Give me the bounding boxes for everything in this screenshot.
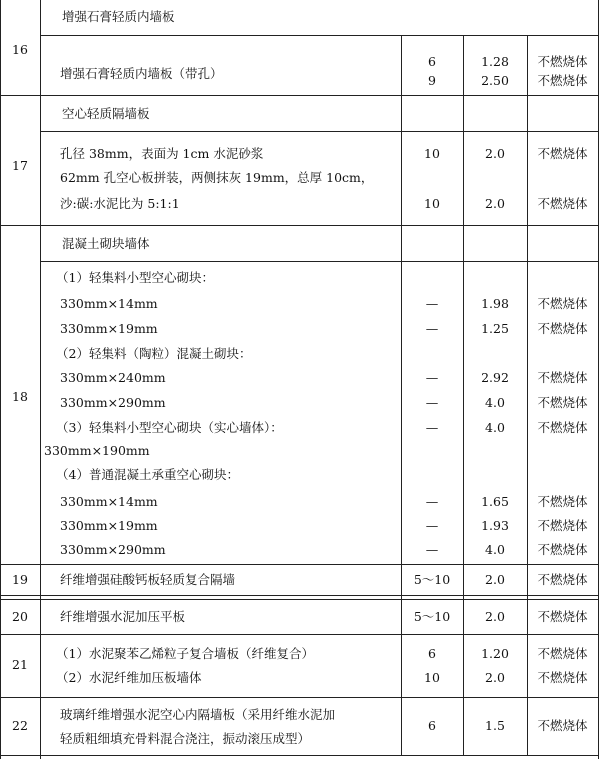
- row-18-line-1: （1）轻集料小型空心砌块：: [56, 270, 214, 285]
- row-18-line-2: 330mm×14mm: [60, 296, 158, 311]
- row-22-limit: 1.5: [485, 718, 505, 733]
- row-21-grade-2: 不燃烧体: [537, 670, 588, 685]
- row-divider-18-19: [0, 564, 599, 565]
- table-border-right: [598, 0, 599, 759]
- row-18-title-rule: [40, 261, 598, 262]
- row-18-thickness-10: —: [425, 494, 439, 509]
- row-16-thickness-1: 6: [428, 54, 436, 69]
- row-16-title: 增强石膏轻质内墙板: [62, 9, 175, 24]
- row-divider-19-20: [0, 595, 599, 596]
- row-21-thickness-1: 6: [428, 646, 436, 661]
- row-17-grade-3: 不燃烧体: [537, 196, 588, 211]
- row-18-title: 混凝土砌块墙体: [62, 236, 150, 251]
- row-17-thickness-1: 10: [424, 146, 440, 161]
- row-20-line-1: 纤维增强水泥加压平板: [60, 609, 186, 624]
- column-divider-no: [40, 0, 41, 759]
- row-divider-19-20-double: [0, 599, 599, 600]
- row-22-grade: 不燃烧体: [537, 718, 588, 733]
- row-18-line-7: （3）轻集料小型空心砌块（实心墙体）：: [56, 420, 283, 435]
- row-19-grade: 不燃烧体: [537, 572, 588, 587]
- row-20-grade: 不燃烧体: [537, 609, 588, 624]
- row-18-grade-2: 不燃烧体: [537, 296, 588, 311]
- row-17-line-3: 沙:碳:水泥比为 5:1:1: [60, 196, 180, 211]
- row-18-limit-11: 1.93: [481, 518, 509, 533]
- row-18-line-5: 330mm×240mm: [60, 370, 166, 385]
- row-18-limit-3: 1.25: [481, 321, 509, 336]
- row-18-grade-12: 不燃烧体: [537, 542, 588, 557]
- row-22-number: 22: [12, 718, 28, 733]
- row-18-limit-5: 2.92: [481, 370, 509, 385]
- row-20-number: 20: [12, 609, 28, 624]
- row-17-number: 17: [12, 158, 28, 173]
- row-16-grade-1: 不燃烧体: [537, 54, 588, 69]
- row-18-line-9: （4）普通混凝土承重空心砌块：: [56, 467, 239, 482]
- row-17-limit-1: 2.0: [485, 146, 505, 161]
- row-22-line-2: 轻质粗细填充骨料混合浇注，振动滚压成型）: [60, 731, 311, 746]
- row-18-thickness-5: —: [425, 370, 439, 385]
- row-18-line-4: （2）轻集料（陶粒）混凝土砌块：: [56, 346, 252, 361]
- row-18-number: 18: [12, 389, 28, 404]
- row-18-limit-2: 1.98: [481, 296, 509, 311]
- row-18-limit-7: 4.0: [485, 420, 505, 435]
- row-22-thickness: 6: [428, 718, 436, 733]
- row-18-thickness-7: —: [425, 420, 439, 435]
- row-18-grade-5: 不燃烧体: [537, 370, 588, 385]
- row-18-limit-6: 4.0: [485, 395, 505, 410]
- row-16-grade-2: 不燃烧体: [537, 73, 588, 88]
- row-16-title-rule: [40, 35, 598, 36]
- row-18-thickness-6: —: [425, 395, 439, 410]
- table-border-left: [0, 0, 1, 759]
- row-18-line-11: 330mm×19mm: [60, 518, 158, 533]
- row-18-thickness-3: —: [425, 321, 439, 336]
- row-17-title-rule: [40, 131, 598, 132]
- row-divider-17-18: [0, 225, 599, 226]
- row-21-number: 21: [12, 657, 28, 672]
- row-21-limit-2: 2.0: [485, 670, 505, 685]
- row-18-grade-11: 不燃烧体: [537, 518, 588, 533]
- row-18-grade-6: 不燃烧体: [537, 395, 588, 410]
- row-21-limit-1: 1.20: [481, 646, 509, 661]
- row-16-thickness-2: 9: [428, 73, 436, 88]
- row-17-thickness-3: 10: [424, 196, 440, 211]
- row-18-line-8: 330mm×190mm: [44, 443, 150, 458]
- row-17-limit-3: 2.0: [485, 196, 505, 211]
- row-18-thickness-12: —: [425, 542, 439, 557]
- row-18-line-3: 330mm×19mm: [60, 321, 158, 336]
- row-17-grade-1: 不燃烧体: [537, 146, 588, 161]
- row-19-number: 19: [12, 572, 28, 587]
- row-18-grade-3: 不燃烧体: [537, 321, 588, 336]
- row-18-thickness-11: —: [425, 518, 439, 533]
- row-17-line-1: 孔径 38mm，表面为 1cm 水泥砂浆: [60, 146, 264, 161]
- row-21-thickness-2: 10: [424, 670, 440, 685]
- row-16-number: 16: [12, 42, 28, 57]
- row-18-thickness-2: —: [425, 296, 439, 311]
- row-18-grade-7: 不燃烧体: [537, 420, 588, 435]
- row-19-line-1: 纤维增强硅酸钙板轻质复合隔墙: [60, 572, 236, 587]
- row-17-title: 空心轻质隔墙板: [62, 106, 150, 121]
- row-18-limit-10: 1.65: [481, 494, 509, 509]
- row-21-grade-1: 不燃烧体: [537, 646, 588, 661]
- row-divider-21-22: [0, 697, 599, 698]
- row-18-line-6: 330mm×290mm: [60, 395, 166, 410]
- row-16-limit-2: 2.50: [481, 73, 509, 88]
- row-18-line-10: 330mm×14mm: [60, 494, 158, 509]
- row-18-limit-12: 4.0: [485, 542, 505, 557]
- row-17-line-2: 62mm 孔空心板拼装，两侧抹灰 19mm，总厚 10cm，: [60, 170, 374, 185]
- row-22-line-1: 玻璃纤维增强水泥空心内隔墙板（采用纤维水泥加: [60, 707, 336, 722]
- row-20-limit: 2.0: [485, 609, 505, 624]
- row-16-limit-1: 1.28: [481, 54, 509, 69]
- row-18-line-12: 330mm×290mm: [60, 542, 166, 557]
- row-19-thickness: 5～10: [413, 572, 451, 587]
- row-divider-16-17: [0, 95, 599, 96]
- row-21-line-2: （2）水泥纤维加压板墙体: [56, 670, 202, 685]
- table-border-bottom: [0, 755, 599, 756]
- row-20-thickness: 5～10: [413, 609, 451, 624]
- row-16-line-1: 增强石膏轻质内墙板（带孔）: [60, 66, 223, 81]
- row-18-grade-10: 不燃烧体: [537, 494, 588, 509]
- row-19-limit: 2.0: [485, 572, 505, 587]
- row-21-line-1: （1）水泥聚苯乙烯粒子复合墙板（纤维复合）: [56, 646, 314, 661]
- row-divider-20-21: [0, 634, 599, 635]
